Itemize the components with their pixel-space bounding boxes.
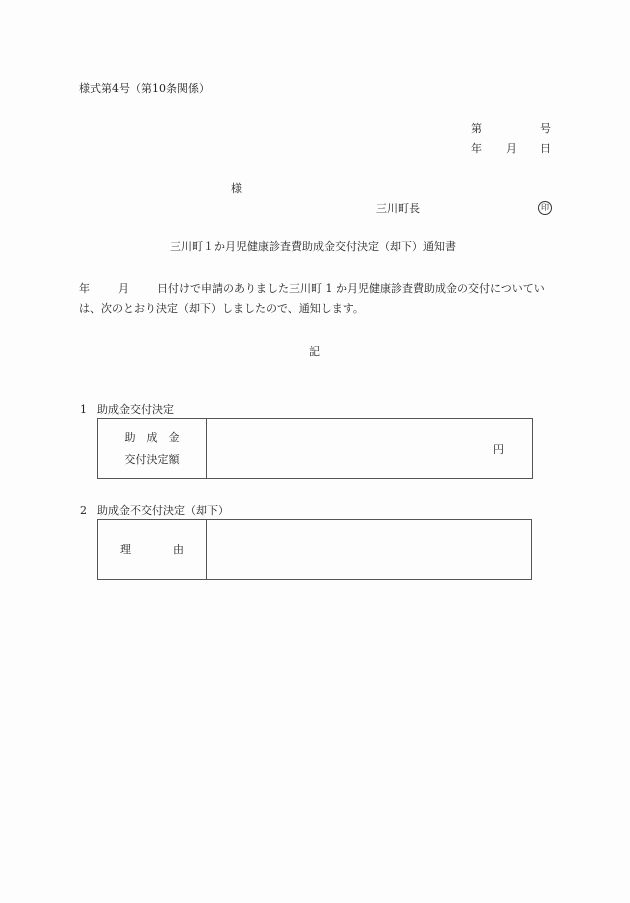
section-1-heading: 1 助成金交付決定: [80, 403, 174, 416]
document-title: 三川町１か月児健康診査費助成金交付決定（却下）通知書: [170, 240, 456, 253]
rejection-reason-table: [97, 519, 532, 580]
grant-amount-label: 助成金 交付決定額: [98, 419, 207, 478]
sender-name: 三川町長: [376, 202, 420, 215]
date-month: 月: [506, 142, 517, 155]
reason-label: 理由: [98, 520, 207, 579]
addressee-suffix: 様: [231, 182, 242, 195]
seal-icon: 印: [538, 201, 552, 215]
doc-number-suffix: 号: [540, 122, 551, 135]
reason-field[interactable]: [207, 520, 531, 579]
doc-number-prefix: 第: [471, 122, 482, 135]
ki-notation: 記: [309, 345, 320, 358]
body-line-2: は、次のとおり決定（却下）しましたので、通知します。: [79, 302, 364, 315]
date-year: 年: [471, 142, 482, 155]
date-day: 日: [540, 142, 551, 155]
section-2-heading: 2 助成金不交付決定（却下）: [80, 504, 229, 517]
grant-amount-field[interactable]: [207, 419, 532, 478]
body-line-1: 年 月 日付けで申請のありました三川町 1 か月児健康診査費助成金の交付についてい: [79, 282, 545, 295]
form-number: 様式第4号（第10条関係）: [79, 82, 210, 95]
grant-amount-table: [97, 418, 533, 479]
yen-unit: 円: [493, 443, 504, 456]
